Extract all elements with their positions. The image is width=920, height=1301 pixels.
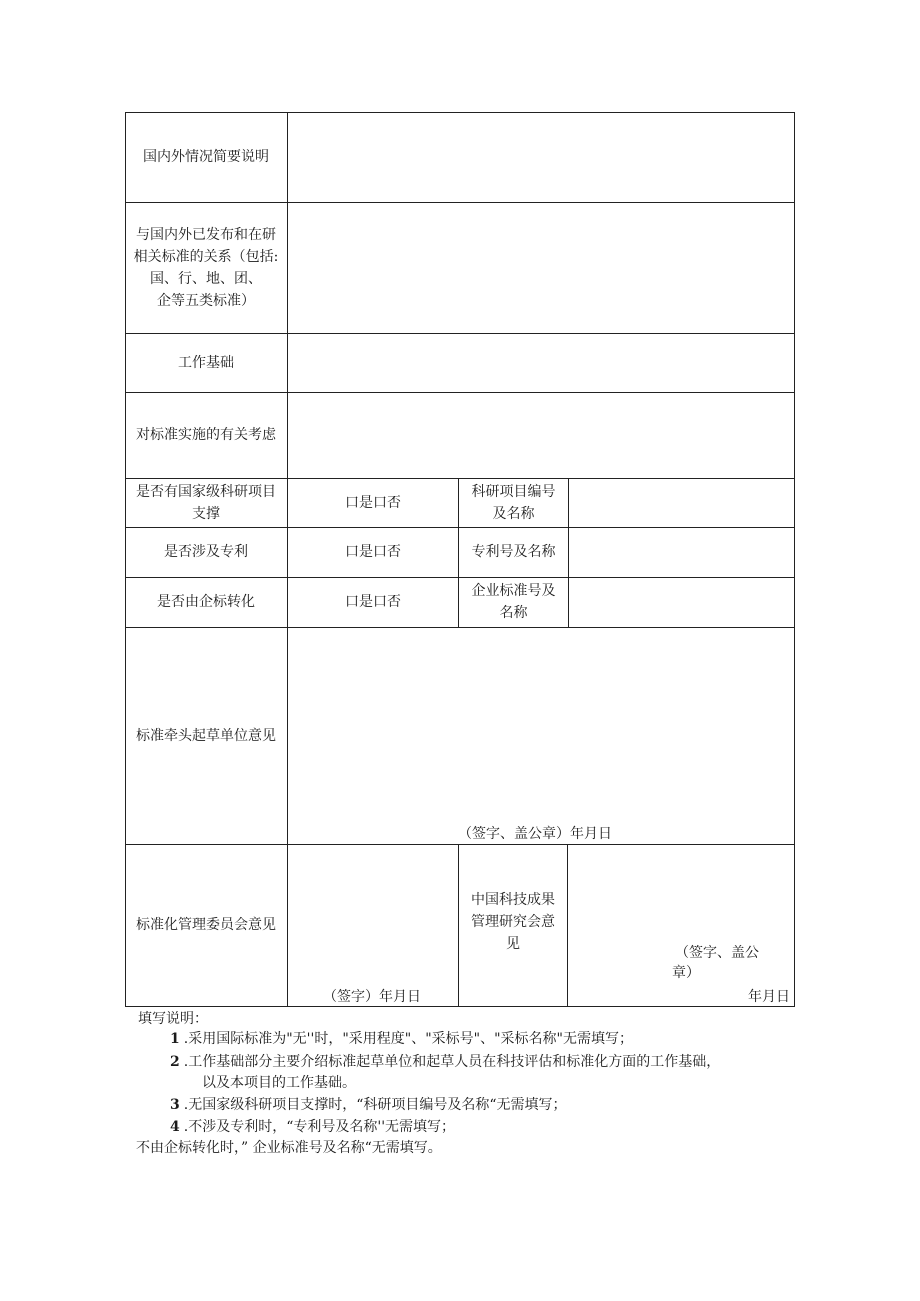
relation-input[interactable] (288, 203, 794, 333)
national-support-label-line: 支撑 (192, 505, 220, 522)
application-form-table (125, 112, 795, 1006)
note-item (170, 1051, 720, 1074)
implementation-input[interactable] (288, 393, 794, 478)
association-seal-line: （签字、盖公 (675, 945, 759, 961)
patent-number-label: 专利号及名称 (471, 544, 556, 560)
national-support-label-line: 是否有国家级科研项目 (136, 483, 276, 500)
committee-label: 标准化管理委员会意见 (136, 917, 276, 933)
domestic-foreign-input[interactable] (288, 113, 794, 202)
association-date: 年月日 (748, 989, 790, 1005)
committee-signature-line: （签字）年月日 (323, 989, 421, 1005)
association-opinion-label-line: 管理研究会意 (471, 914, 555, 930)
note-number: 4 (170, 1119, 180, 1135)
notes-title: 填写说明： (138, 1011, 208, 1027)
enterprise-number-input[interactable] (569, 578, 794, 627)
row-divider (125, 1006, 795, 1007)
enterprise-number-label-line: 名称 (499, 605, 528, 621)
lead-unit-signature-line: （签字、盖公章）年月日 (458, 826, 612, 842)
note-number: 3 (170, 1097, 180, 1113)
relation-label-line: 相关标准的关系（包括: (133, 248, 279, 265)
lead-unit-opinion-input[interactable] (288, 628, 794, 844)
national-support-label (125, 478, 287, 527)
note-text: .采用国际标准为"无''时，"采用程度"、"采标号"、"采标名称"无需填写； (183, 1031, 633, 1047)
relation-label-line: 国、行、地、团、 (150, 270, 262, 287)
work-basis-label: 工作基础 (178, 354, 234, 371)
relation-label-line: 与国内外已发布和在研 (136, 226, 276, 243)
relation-label-line: 企等五类标准） (157, 292, 255, 309)
enterprise-number-label (459, 577, 568, 627)
note-item (170, 1094, 567, 1117)
note-text: .工作基础部分主要介绍标准起草单位和起草人员在科技评估和标准化方面的工作基础， (183, 1054, 721, 1070)
lead-unit-label: 标准牵头起草单位意见 (136, 727, 276, 744)
implementation-label: 对标准实施的有关考虑 (136, 427, 276, 443)
association-seal-line: 章） (672, 965, 700, 981)
note-number: 1 (170, 1031, 180, 1047)
patent-label: 是否涉及专利 (164, 544, 248, 560)
note-item (170, 1116, 455, 1139)
research-project-number-label-line: 科研项目编号 (471, 483, 556, 500)
enterprise-choice[interactable]: 口是口否 (345, 594, 401, 610)
relation-label (125, 202, 287, 333)
association-opinion-label (459, 886, 567, 958)
association-opinion-label-line: 中国科技成果 (471, 892, 555, 908)
research-project-number-label (459, 478, 568, 527)
national-support-choice[interactable]: 口是口否 (345, 494, 401, 511)
note-last: 不由企标转化时，” 企业标准号及名称“无需填写。 (136, 1140, 442, 1156)
note-text: .无国家级科研项目支撑时，“科研项目编号及名称“无需填写； (183, 1097, 567, 1113)
patent-number-input[interactable] (569, 528, 794, 577)
enterprise-label: 是否由企标转化 (157, 594, 255, 610)
domestic-foreign-label: 国内外情况简要说明 (143, 149, 269, 165)
patent-choice[interactable]: 口是口否 (345, 544, 401, 560)
note-text: .不涉及专利时，“专利号及名称''无需填写； (183, 1119, 456, 1135)
note-item (170, 1028, 633, 1051)
committee-opinion-input[interactable] (288, 845, 458, 1006)
note-number: 2 (170, 1054, 180, 1070)
research-project-number-label-line: 及名称 (492, 505, 535, 522)
research-project-number-input[interactable] (569, 479, 794, 527)
work-basis-input[interactable] (288, 334, 794, 392)
col-divider (794, 112, 795, 1007)
enterprise-number-label-line: 企业标准号及 (471, 583, 556, 599)
association-opinion-label-line: 见 (506, 936, 520, 952)
note-continuation: 以及本项目的工作基础。 (202, 1075, 356, 1091)
